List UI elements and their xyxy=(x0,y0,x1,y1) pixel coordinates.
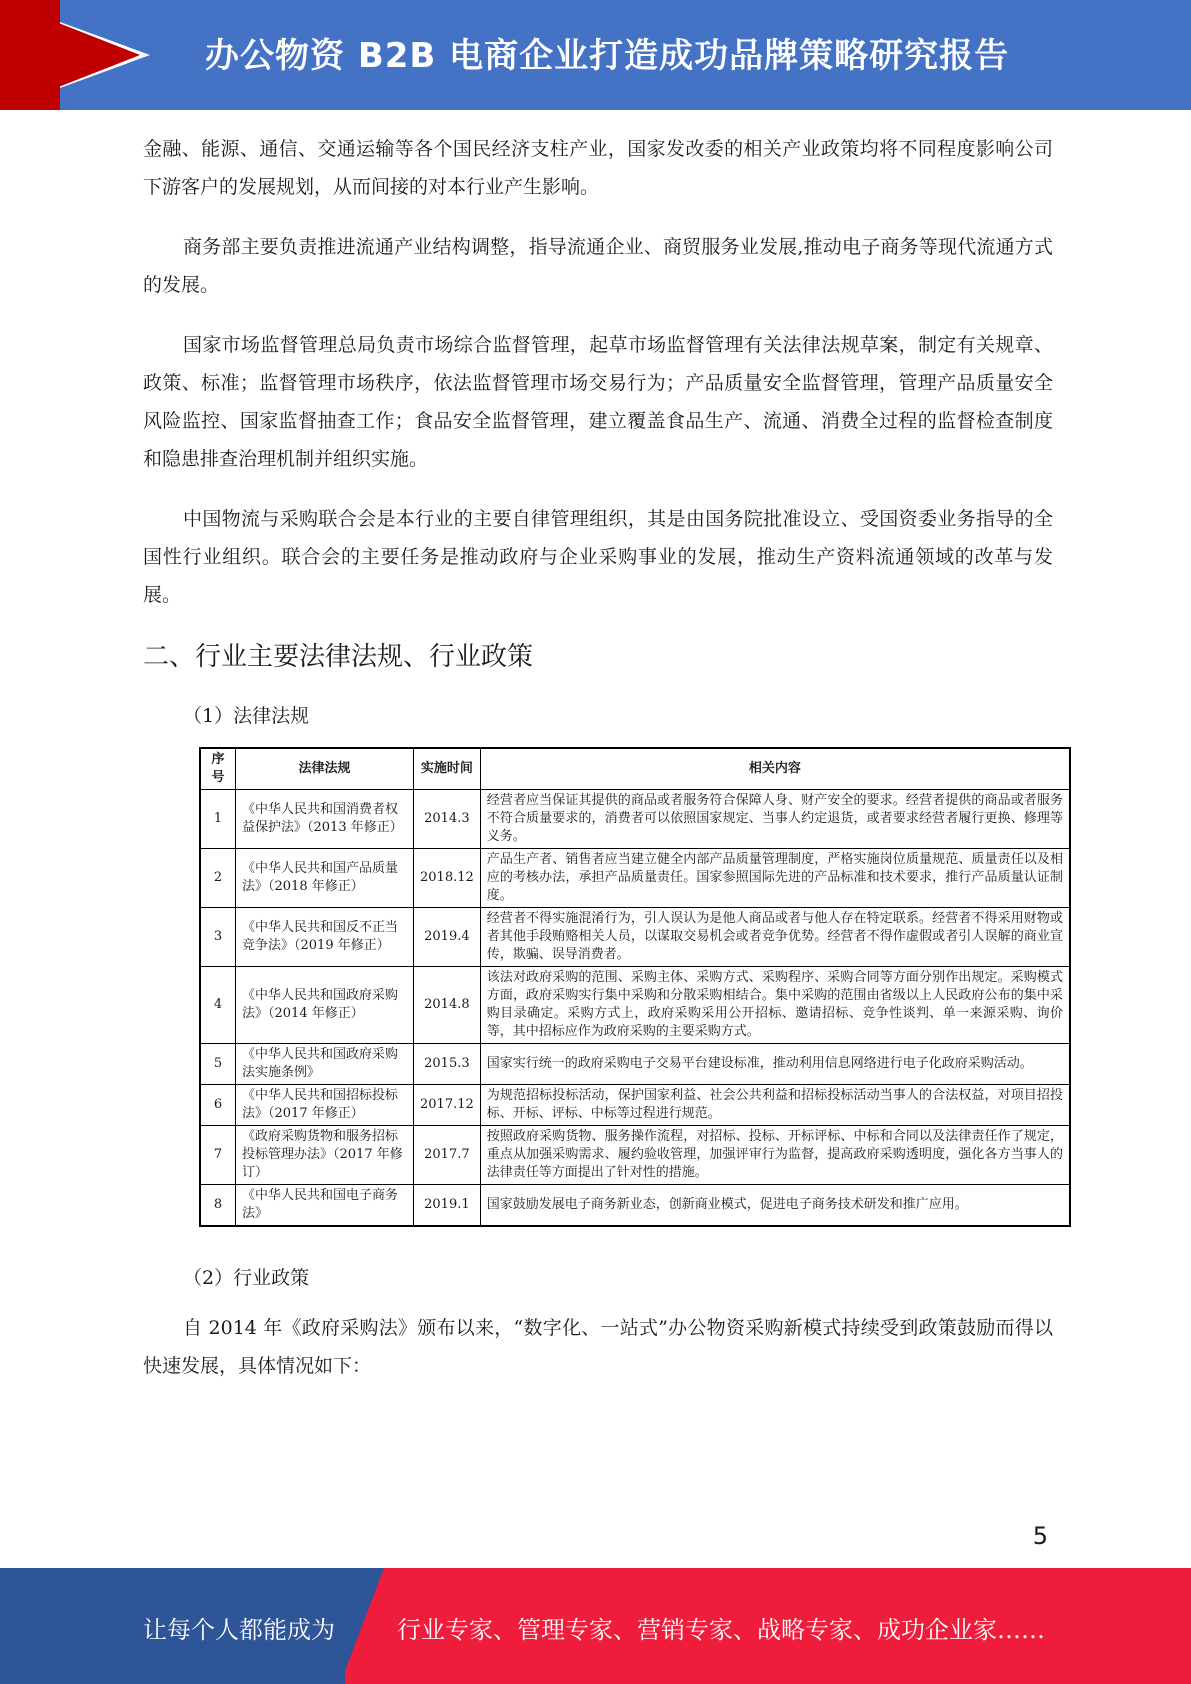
section-heading: 二、行业主要法律法规、行业政策 xyxy=(143,642,534,672)
footer-slogan-left: 让每个人都能成为 xyxy=(143,1616,335,1644)
row-date: 2014.3 xyxy=(414,790,481,849)
paragraph-market-regulation: 国家市场监督管理总局负责市场综合监督管理，起草市场监督管理有关法律法规草案，制定有关规章、政策、标准；监督管理市场秩序，依法监督管理市场交易行为；产品质量安全监督管理，管理产品质量安全风险监控、国家监督抽查工作；食品安全监督管理，建立覆盖食品生产、流通、消费全过程的监督检查制度和隐患排查治理机制并组织实施。 xyxy=(143,334,1053,470)
table-row xyxy=(200,908,1070,967)
subheading-policy: （2）行业政策 xyxy=(183,1267,310,1289)
table-row xyxy=(200,1044,1070,1085)
row-date: 2017.12 xyxy=(414,1085,481,1126)
row-num: 8 xyxy=(200,1185,236,1227)
paragraph-procurement-law: 自 2014 年《政府采购法》颁布以来，“数字化、一站式”办公物资采购新模式持续受到政策鼓励而得以快速发展，具体情况如下： xyxy=(143,1317,1053,1377)
row-num: 7 xyxy=(200,1126,236,1185)
row-num: 3 xyxy=(200,908,236,967)
header-chevron-icon xyxy=(0,0,140,110)
col-header-law: 法律法规 xyxy=(236,748,414,790)
paragraph-ministry-commerce: 商务部主要负责推进流通产业结构调整，指导流通企业、商贸服务业发展,推动电子商务等现代流通方式的发展。 xyxy=(143,236,1053,296)
col-header-date: 实施时间 xyxy=(414,748,481,790)
row-law: 《中华人民共和国政府采购法》（2014 年修正） xyxy=(236,967,414,1044)
col-header-num: 序号 xyxy=(200,748,236,790)
row-law: 《政府采购货物和服务招标投标管理办法》（2017 年修订） xyxy=(236,1126,414,1185)
row-law: 《中华人民共和国政府采购法实施条例》 xyxy=(236,1044,414,1085)
footer-slant-shape xyxy=(340,1568,400,1684)
row-law: 《中华人民共和国招标投标法》（2017 年修正） xyxy=(236,1085,414,1126)
page-number: 5 xyxy=(1032,1522,1048,1550)
subheading-laws: （1）法律法规 xyxy=(183,705,310,727)
row-num: 4 xyxy=(200,967,236,1044)
row-date: 2014.8 xyxy=(414,967,481,1044)
report-title: 办公物资 B2B 电商企业打造成功品牌策略研究报告 xyxy=(205,36,1010,76)
table-row xyxy=(200,967,1070,1044)
row-num: 2 xyxy=(200,849,236,908)
row-law: 《中华人民共和国反不正当竞争法》（2019 年修正） xyxy=(236,908,414,967)
table-row xyxy=(200,1185,1070,1227)
main-content xyxy=(143,130,1063,1407)
row-law: 《中华人民共和国产品质量法》（2018 年修正） xyxy=(236,849,414,908)
paragraph-logistics-federation: 中国物流与采购联合会是本行业的主要自律管理组织，其是由国务院批准设立、受国资委业务指导的全国性行业组织。联合会的主要任务是推动政府与企业采购事业的发展，推动生产资料流通领域的改革与发展。 xyxy=(143,508,1053,606)
laws-table xyxy=(199,747,1071,1227)
row-date: 2017.7 xyxy=(414,1126,481,1185)
row-desc: 国家实行统一的政府采购电子交易平台建设标准，推动利用信息网络进行电子化政府采购活动。 xyxy=(480,1044,1070,1085)
row-date: 2015.3 xyxy=(414,1044,481,1085)
row-date: 2018.12 xyxy=(414,849,481,908)
table-row xyxy=(200,849,1070,908)
row-desc: 国家鼓励发展电子商务新业态，创新商业模式，促进电子商务技术研发和推广应用。 xyxy=(480,1185,1070,1227)
row-desc: 经营者不得实施混淆行为，引人误认为是他人商品或者与他人存在特定联系。经营者不得采用财物或者其他手段贿赂相关人员，以谋取交易机会或者竞争优势。经营者不得作虚假或者引人误解的商业宣传，欺骗、误导消费者。 xyxy=(480,908,1070,967)
table-row xyxy=(200,1085,1070,1126)
row-desc: 经营者应当保证其提供的商品或者服务符合保障人身、财产安全的要求。经营者提供的商品或者服务不符合质量要求的，消费者可以依照国家规定、当事人约定退货，或者要求经营者履行更换、修理等义务。 xyxy=(480,790,1070,849)
row-desc: 产品生产者、销售者应当建立健全内部产品质量管理制度，严格实施岗位质量规范、质量责任以及相应的考核办法，承担产品质量责任。国家参照国际先进的产品标准和技术要求，推行产品质量认证制度。 xyxy=(480,849,1070,908)
row-law: 《中华人民共和国电子商务法》 xyxy=(236,1185,414,1227)
table-row xyxy=(200,790,1070,849)
row-date: 2019.1 xyxy=(414,1185,481,1227)
row-num: 5 xyxy=(200,1044,236,1085)
row-desc: 按照政府采购货物、服务操作流程，对招标、投标、开标评标、中标和合同以及法律责任作了规定，重点从加强采购需求、履约验收管理，加强评审行为监督，提高政府采购透明度，强化各方当事人的法律责任等方面提出了针对性的措施。 xyxy=(480,1126,1070,1185)
footer-slogan-right: 行业专家、管理专家、营销专家、战略专家、成功企业家…… xyxy=(397,1616,1045,1644)
table-row xyxy=(200,1126,1070,1185)
page-header xyxy=(0,0,1191,110)
row-law: 《中华人民共和国消费者权益保护法》（2013 年修正） xyxy=(236,790,414,849)
page-footer xyxy=(0,1568,1191,1684)
row-num: 6 xyxy=(200,1085,236,1126)
table-header-row xyxy=(200,748,1070,790)
col-header-desc: 相关内容 xyxy=(480,748,1070,790)
paragraph-industry-policy: 金融、能源、通信、交通运输等各个国民经济支柱产业，国家发改委的相关产业政策均将不同程度影响公司下游客户的发展规划，从而间接的对本行业产生影响。 xyxy=(143,138,1053,198)
row-date: 2019.4 xyxy=(414,908,481,967)
row-desc: 为规范招标投标活动，保护国家利益、社会公共利益和招标投标活动当事人的合法权益，对项目招投标、开标、评标、中标等过程进行规范。 xyxy=(480,1085,1070,1126)
row-num: 1 xyxy=(200,790,236,849)
row-desc: 该法对政府采购的范围、采购主体、采购方式、采购程序、采购合同等方面分别作出规定。采购模式方面，政府采购实行集中采购和分散采购相结合。集中采购的范围由省级以上人民政府公布的集中采购目录确定。采购方式上，政府采购采用公开招标、邀请招标、竞争性谈判、单一来源采购、询价等，其中招标应作为政府采购的主要采购方式。 xyxy=(480,967,1070,1044)
